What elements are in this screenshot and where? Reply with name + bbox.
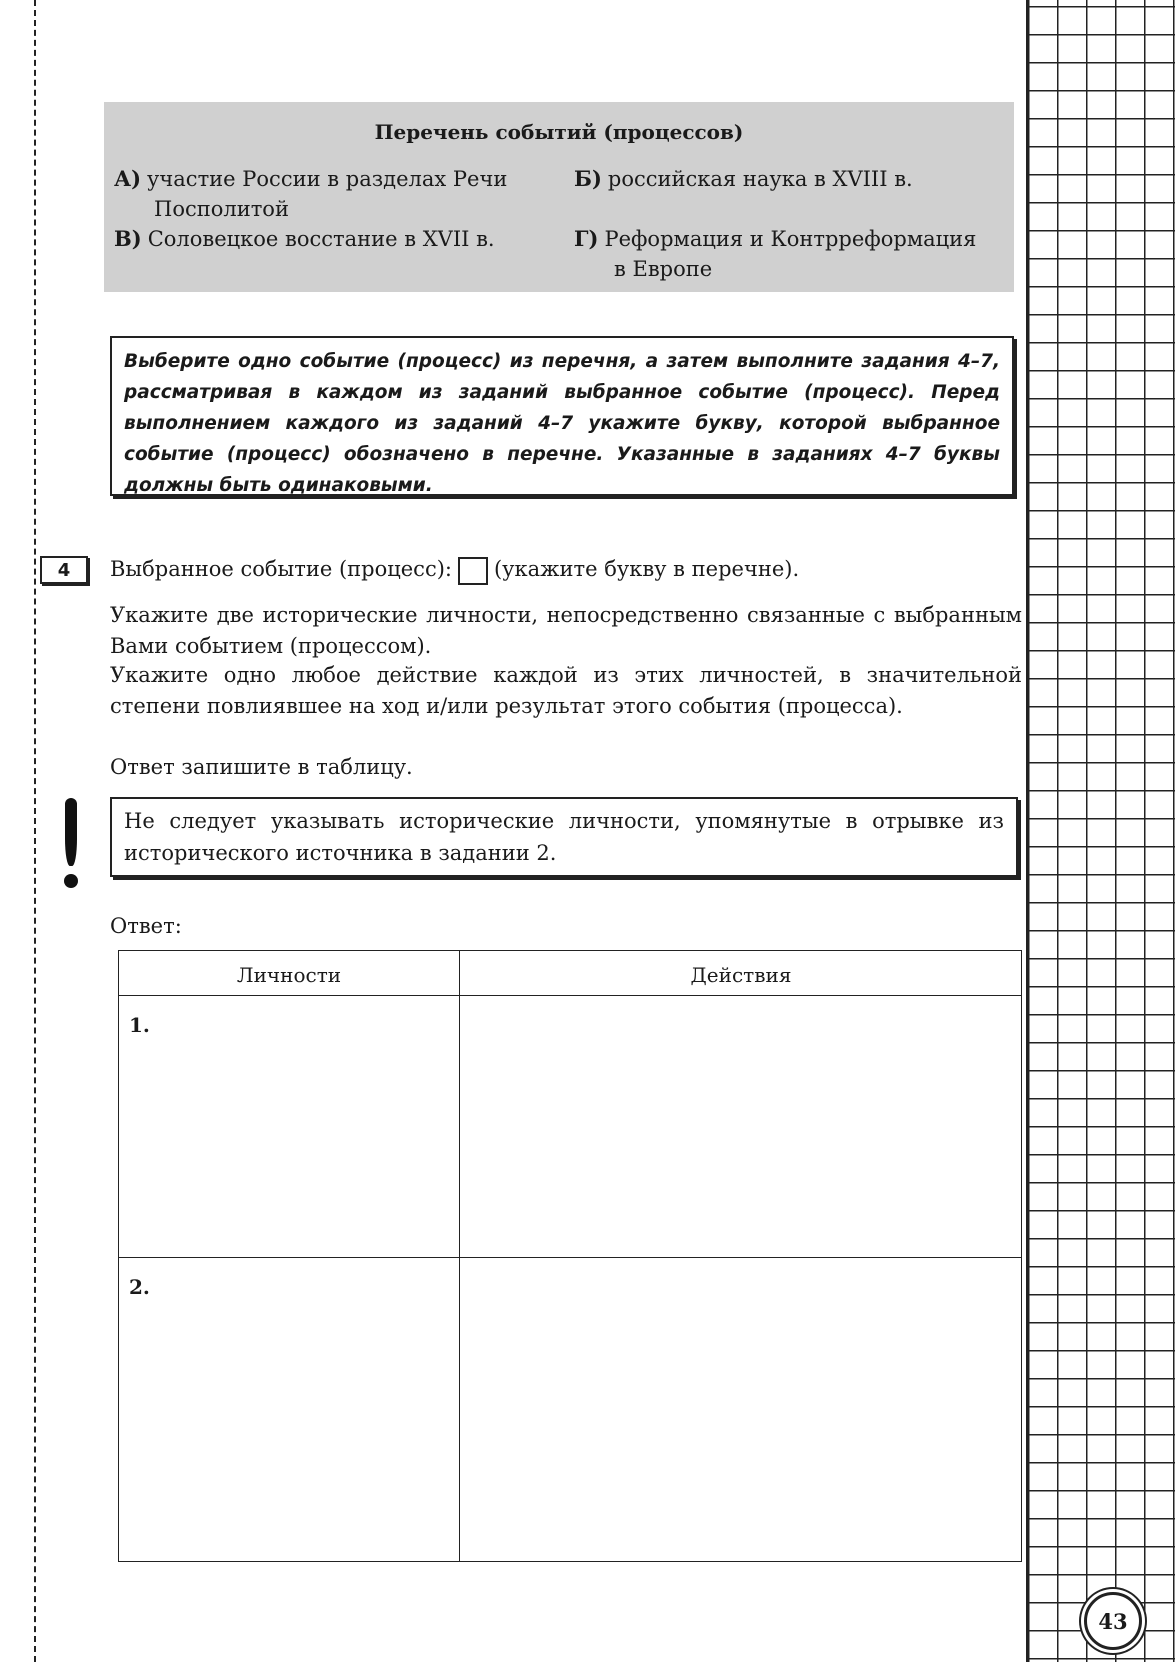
events-list-box [104, 102, 1014, 292]
table-row-number[interactable]: 2. [129, 1275, 150, 1299]
answer-table [118, 950, 1022, 1562]
event-item-b [574, 164, 994, 194]
warning-note: Не следует указывать исторические личности, упомянутые в отрывке из исторического источника в задании 2. [110, 797, 1018, 877]
events-title: Перечень событий (процессов) [374, 120, 744, 144]
event-letter: А) [114, 166, 142, 191]
chosen-event-line [110, 554, 799, 585]
event-text-cont: в Европе [614, 257, 713, 281]
task-paragraph-1: Укажите две исторические личности, непосредственно связанные с выбранным Вами событием (процессом). [110, 603, 1022, 658]
chosen-prefix: Выбранное событие (процесс): [110, 557, 452, 581]
event-letter: Г) [574, 226, 599, 251]
event-text-cont: Посполитой [154, 197, 289, 221]
task-number: 4 [40, 556, 88, 584]
answer-label: Ответ: [110, 914, 182, 938]
event-text: Реформация и Контрреформация [604, 227, 977, 251]
event-text: участие России в разделах Речи [147, 167, 508, 191]
event-item-v [114, 224, 534, 254]
event-letter: Б) [574, 166, 602, 191]
column-header-actions: Действия [690, 963, 792, 987]
column-header-persons: Личности [236, 963, 342, 987]
instruction-box: Выберите одно событие (процесс) из перечня, а затем выполните задания 4–7, рассматривая в каждом из заданий выбранное событие (процесс). Перед выполнением каждого из заданий 4–7 укажите букву, которой выбранное событие (процесс) обозначено в перечне. Указанные в заданиях 4–7 буквы должны быть одинаковыми. [110, 336, 1014, 496]
event-item-a [114, 164, 514, 224]
task-paragraph-2: Укажите одно любое действие каждой из этих личностей, в значительной степени повлиявшее на ход и/или результат этого события (процесса). [110, 663, 1022, 718]
page-number: 43 [1084, 1592, 1142, 1650]
letter-answer-box[interactable] [458, 557, 488, 585]
event-text: Соловецкое восстание в XVII в. [147, 227, 495, 251]
exclamation-icon [64, 798, 78, 888]
event-letter: В) [114, 226, 142, 251]
task-paragraph-3: Ответ запишите в таблицу. [110, 755, 413, 779]
draft-grid [1026, 0, 1175, 1662]
cut-line [34, 0, 36, 1662]
event-text: российская наука в XVIII в. [607, 167, 913, 191]
event-item-g [574, 224, 994, 284]
table-row-number[interactable]: 1. [129, 1013, 150, 1037]
chosen-suffix: (укажите букву в перечне). [493, 557, 800, 581]
